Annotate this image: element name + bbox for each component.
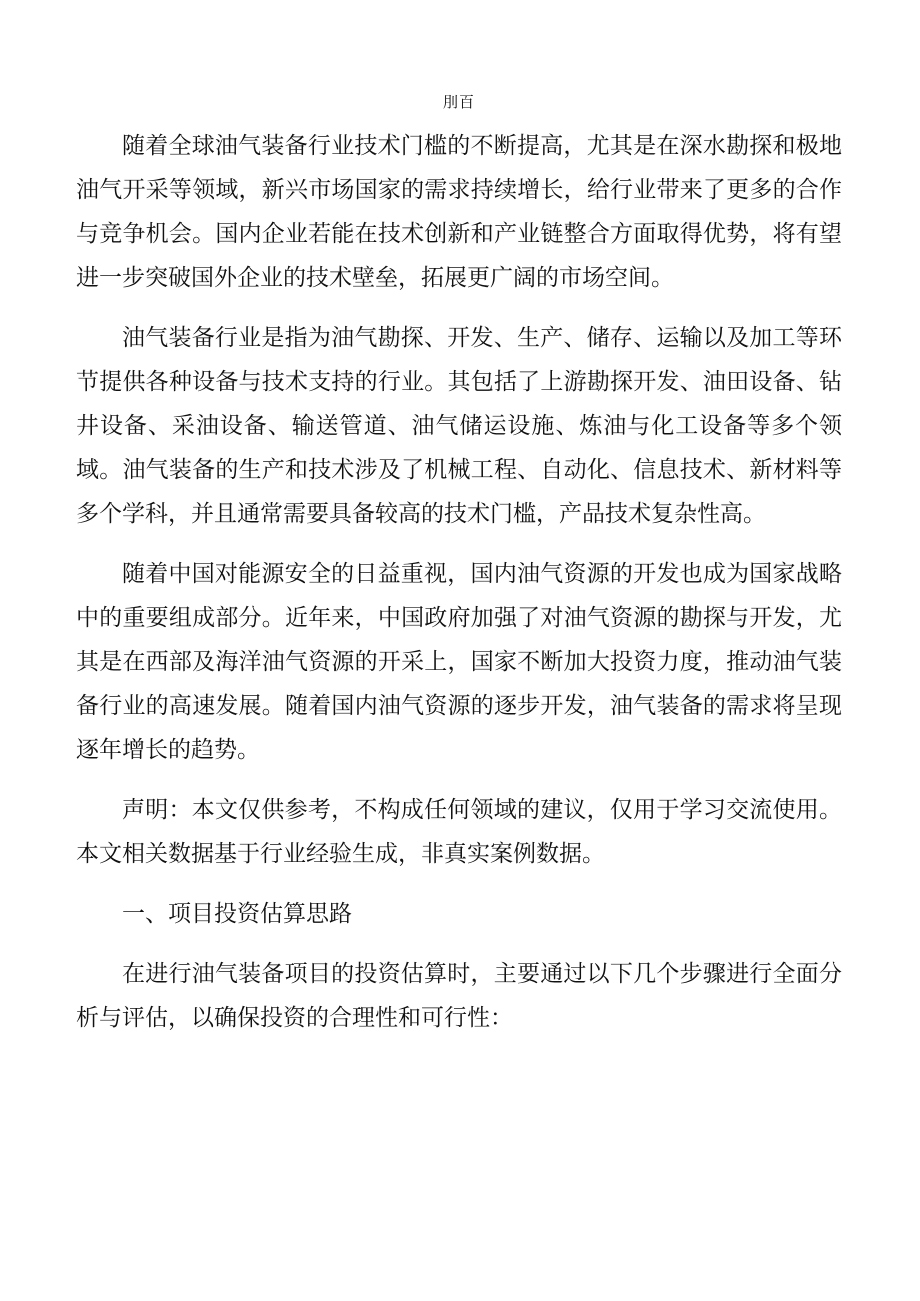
paragraph-industry-definition: 油气装备行业是指为油气勘探、开发、生产、储存、运输以及加工等环节提供各种设备与技术支持的行业。其包括了上游勘探开发、油田设备、钻井设备、采油设备、输送管道、油气储运设施、炼油与化工设备等多个领域。油气装备的生产和技术涉及了机械工程、自动化、信息技术、新材料等多个学科，并且通常需要具备较高的技术门槛，产品技术复杂性高。 <box>76 325 842 527</box>
section-heading: 一、项目投资估算思路 <box>122 901 352 927</box>
paragraph-disclaimer: 声明：本文仅供参考，不构成任何领域的建议，仅用于学习交流使用。本文相关数据基于行业经验生成，非真实案例数据。 <box>76 797 842 867</box>
paragraph-section-intro: 在进行油气装备项目的投资估算时，主要通过以下几个步骤进行全面分析与评估，以确保投资的合理性和可行性： <box>76 961 842 1031</box>
page-title: 刖百 <box>442 93 475 111</box>
paragraph-china-energy: 随着中国对能源安全的日益重视，国内油气资源的开发也成为国家战略中的重要组成部分。近年来，中国政府加强了对油气资源的勘探与开发，尤其是在西部及海洋油气资源的开采上，国家不断加大投资力度，推动油气装备行业的高速发展。随着国内油气资源的逐步开发，油气装备的需求将呈现逐年增长的趋势。 <box>76 561 842 763</box>
paragraph-intro: 随着全球油气装备行业技术门槛的不断提高，尤其是在深水勘探和极地油气开采等领域，新兴市场国家的需求持续增长，给行业带来了更多的合作与竞争机会。国内企业若能在技术创新和产业链整合方面取得优势，将有望进一步突破国外企业的技术壁垒，拓展更广阔的市场空间。 <box>76 133 842 291</box>
